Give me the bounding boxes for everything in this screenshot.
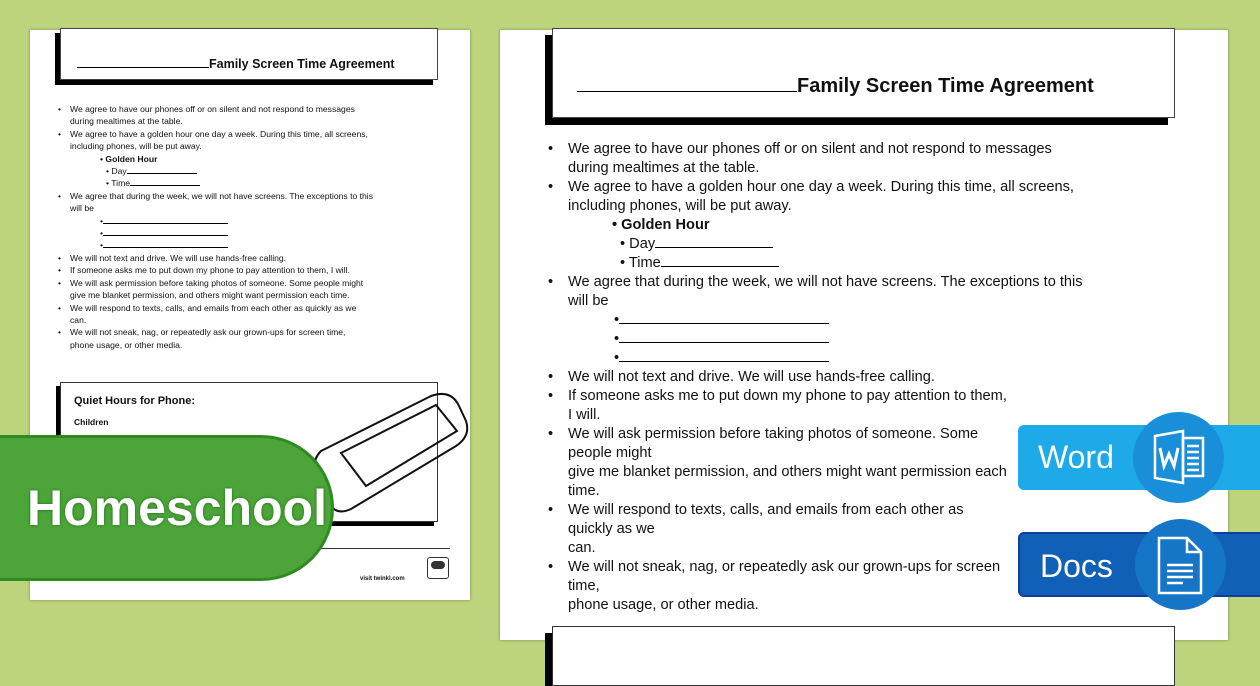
list-item: • We will not text and drive. We will use hands-free calling. (568, 368, 1008, 387)
list-item: will be (568, 293, 609, 309)
list-item: • We will ask permission before taking photos of someone. Some people might (568, 425, 1008, 463)
list-item: • Day (568, 235, 1083, 254)
blank-line: • (70, 239, 373, 251)
list-item: • We agree that during the week, we will not have screens. The exceptions to this (568, 273, 1083, 292)
word-label: Word (1038, 439, 1114, 475)
list-item: • We will not sneak, nag, or repeatedly ask our grown-ups for screen time, (568, 558, 1008, 596)
list-item: • We agree to have our phones off or on silent and not respond to messages (568, 140, 1083, 159)
docs-label: Docs (1040, 548, 1113, 584)
list-item: phone usage, or other media. (568, 597, 759, 613)
agreement-list (70, 103, 373, 351)
blank-line: • (568, 349, 1083, 368)
list-item: • We will respond to texts, calls, and emails from each other as quickly as we (70, 302, 373, 314)
title-box (552, 28, 1175, 118)
blank-line: • (70, 227, 373, 239)
word-icon (1133, 412, 1224, 503)
list-item: phone usage, or other media. (70, 339, 183, 350)
document-title: Family Screen Time Agreement (577, 75, 1094, 98)
list-item: including phones, will be put away. (568, 198, 792, 214)
list-item: • We will respond to texts, calls, and emails from each other as quickly as we (568, 501, 1008, 539)
twinkl-logo (427, 557, 449, 579)
list-item: give me blanket permission, and others might want permission each time. (568, 464, 1007, 499)
list-item: • Day (70, 165, 373, 177)
list-item: • We agree to have a golden hour one day a week. During this time, all screens, (70, 128, 373, 140)
list-item: • We agree that during the week, we will not have screens. The exceptions to this (70, 190, 373, 202)
list-item: • Time (568, 254, 1083, 273)
list-item: • We will ask permission before taking photos of someone. Some people might (70, 277, 373, 289)
word-format-badge[interactable] (1018, 425, 1260, 490)
list-item: can. (70, 314, 87, 325)
document-title: Family Screen Time Agreement (77, 57, 395, 71)
list-item: during mealtimes at the table. (568, 160, 760, 176)
list-item: • If someone asks me to put down my phone to pay attention to them, I will. (568, 387, 1008, 425)
quiet-hours-children: Children (74, 417, 109, 427)
blank-line: • (568, 330, 1083, 349)
list-item: • Golden Hour (100, 153, 158, 164)
smartphone-icon (311, 391, 471, 516)
list-item: • We will not text and drive. We will use hands-free calling. (70, 252, 373, 264)
homeschool-banner: Homeschool (0, 435, 334, 581)
google-docs-icon (1135, 519, 1226, 610)
list-item: • If someone asks me to put down my phone to pay attention to them, I will. (70, 264, 373, 276)
blank-line: • (568, 311, 1083, 330)
list-item: can. (568, 540, 596, 556)
quiet-hours-box (552, 626, 1175, 686)
google-docs-format-badge[interactable] (1018, 532, 1260, 597)
list-item: give me blanket permission, and others might want permission each time. (70, 290, 350, 301)
agreement-list (568, 140, 1083, 615)
title-box (60, 28, 438, 80)
quiet-hours-title: Quiet Hours for Phone: (74, 395, 195, 407)
list-item: • Golden Hour (612, 217, 710, 233)
list-item: • We will not sneak, nag, or repeatedly ask our grown-ups for screen time, (70, 326, 373, 338)
list-item: • We agree to have a golden hour one day a week. During this time, all screens, (568, 178, 1083, 197)
footer-site: visit twinkl.com (360, 576, 405, 582)
blank-line: • (70, 215, 373, 227)
list-item: • Time (70, 177, 373, 189)
list-item: will be (70, 203, 94, 214)
list-item: • We agree to have our phones off or on silent and not respond to messages (70, 103, 373, 115)
list-item: during mealtimes at the table. (70, 116, 183, 127)
list-item: including phones, will be put away. (70, 141, 202, 152)
